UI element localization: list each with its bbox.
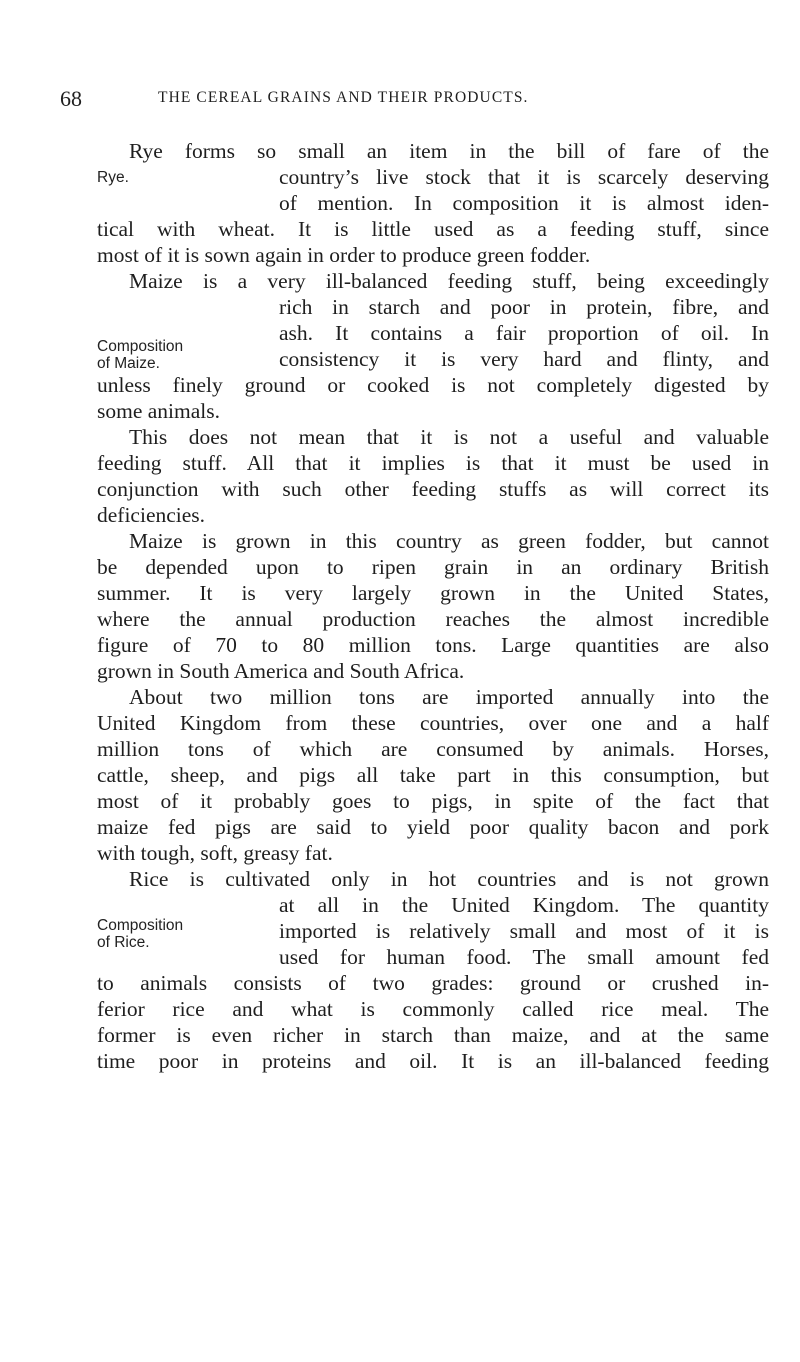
text-line: at all in the United Kingdom. The quantity	[279, 893, 769, 917]
text-line: unless finely ground or cooked is not completely digested by	[97, 373, 769, 397]
text-line: most of it probably goes to pigs, in spite of the fact that	[97, 789, 769, 813]
sidenote-maize-line-1: Composition	[97, 338, 184, 355]
running-title: THE CEREAL GRAINS AND THEIR PRODUCTS.	[158, 89, 529, 106]
text-line: ash. It contains a fair proportion of oil. In	[279, 321, 769, 345]
text-line: time poor in proteins and oil. It is an ill-balanced feeding	[97, 1049, 769, 1073]
text-line: most of it is sown again in order to produce green fodder.	[97, 243, 591, 267]
text-line: rich in starch and poor in protein, fibre, and	[279, 295, 769, 319]
text-line: with tough, soft, greasy fat.	[97, 841, 333, 865]
text-line: feeding stuff. All that it implies is that it must be used in	[97, 451, 769, 475]
text-line: ferior rice and what is commonly called rice meal. The	[97, 997, 769, 1021]
sidenote-maize-line-2: of Maize.	[97, 355, 160, 372]
sidenote-rye: Rye.	[97, 169, 129, 186]
text-line: Maize is grown in this country as green fodder, but cannot	[129, 529, 769, 553]
text-line: to animals consists of two grades: ground or crushed in-	[97, 971, 769, 995]
text-line: cattle, sheep, and pigs all take part in this consumption, but	[97, 763, 769, 787]
text-line: tical with wheat. It is little used as a feeding stuff, since	[97, 217, 769, 241]
text-line: where the annual production reaches the almost incredible	[97, 607, 769, 631]
text-line: summer. It is very largely grown in the United States,	[97, 581, 769, 605]
sidenote-rice-line-2: of Rice.	[97, 934, 150, 951]
text-line: Rice is cultivated only in hot countries and is not grown	[129, 867, 769, 891]
text-line: figure of 70 to 80 million tons. Large quantities are also	[97, 633, 769, 657]
text-line: conjunction with such other feeding stuffs as will correct its	[97, 477, 769, 501]
text-line: Maize is a very ill-balanced feeding stuff, being exceedingly	[129, 269, 769, 293]
text-line: former is even richer in starch than maize, and at the same	[97, 1023, 769, 1047]
text-line: This does not mean that it is not a useful and valuable	[129, 425, 769, 449]
text-line: be depended upon to ripen grain in an ordinary British	[97, 555, 769, 579]
text-line: United Kingdom from these countries, over one and a half	[97, 711, 769, 735]
text-line: Rye forms so small an item in the bill of fare of the	[129, 139, 769, 163]
sidenote-rice-line-1: Composition	[97, 917, 184, 934]
text-line: country’s live stock that it is scarcely deserving	[279, 165, 769, 189]
text-line: million tons of which are consumed by animals. Horses,	[97, 737, 769, 761]
text-line: About two million tons are imported annually into the	[129, 685, 769, 709]
page-number: 68	[60, 86, 82, 111]
text-line: consistency it is very hard and flinty, and	[279, 347, 769, 371]
text-line: deficiencies.	[97, 503, 206, 527]
text-line: maize fed pigs are said to yield poor quality bacon and pork	[97, 815, 769, 839]
text-line: used for human food. The small amount fed	[279, 945, 769, 969]
text-line: some animals.	[97, 399, 221, 423]
page-header	[60, 86, 740, 116]
text-line: imported is relatively small and most of it is	[279, 919, 769, 943]
text-line: of mention. In composition it is almost iden-	[279, 191, 769, 215]
text-line: grown in South America and South Africa.	[97, 659, 465, 683]
